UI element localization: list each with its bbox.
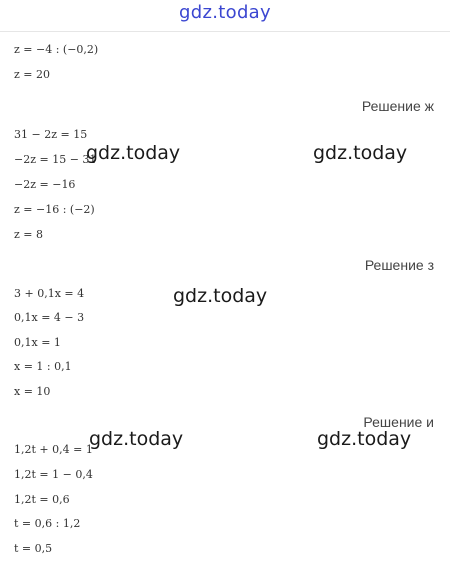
watermark: gdz.today	[86, 142, 181, 164]
watermark: gdz.today	[313, 142, 408, 164]
equation-step: x = 1 : 0,1	[14, 360, 72, 373]
equation-step: z = 8	[14, 228, 44, 241]
equation-step: 1,2t = 0,6	[14, 493, 70, 506]
solution-title-zh: Решение ж	[361, 98, 434, 114]
equation-step: z = −16 : (−2)	[14, 203, 95, 216]
watermark: gdz.today	[89, 428, 184, 450]
equation-step: z = 20	[14, 68, 51, 81]
equation-step: 0,1x = 4 − 3	[14, 311, 85, 324]
equation-step: 1,2t + 0,4 = 1	[14, 443, 93, 456]
watermark: gdz.today	[317, 428, 412, 450]
equation-step: t = 0,6 : 1,2	[14, 517, 81, 530]
equation-step: x = 10	[14, 385, 51, 398]
equation-step: z = −4 : (−0,2)	[14, 43, 99, 56]
site-logo[interactable]: gdz.today	[179, 2, 271, 23]
equation-step: 1,2t = 1 − 0,4	[14, 468, 93, 481]
site-header	[0, 0, 450, 32]
equation-step: t = 0,5	[14, 542, 53, 555]
watermark: gdz.today	[173, 285, 268, 307]
equation-step: 0,1x = 1	[14, 336, 61, 349]
solution-title-z: Решение з	[364, 257, 434, 273]
equation-step: 31 − 2z = 15	[14, 128, 88, 141]
equation-step: −2z = 15 − 31	[14, 153, 97, 166]
solution-title-i: Решение и	[363, 414, 434, 430]
equation-step: 3 + 0,1x = 4	[14, 287, 85, 300]
equation-step: −2z = −16	[14, 178, 76, 191]
